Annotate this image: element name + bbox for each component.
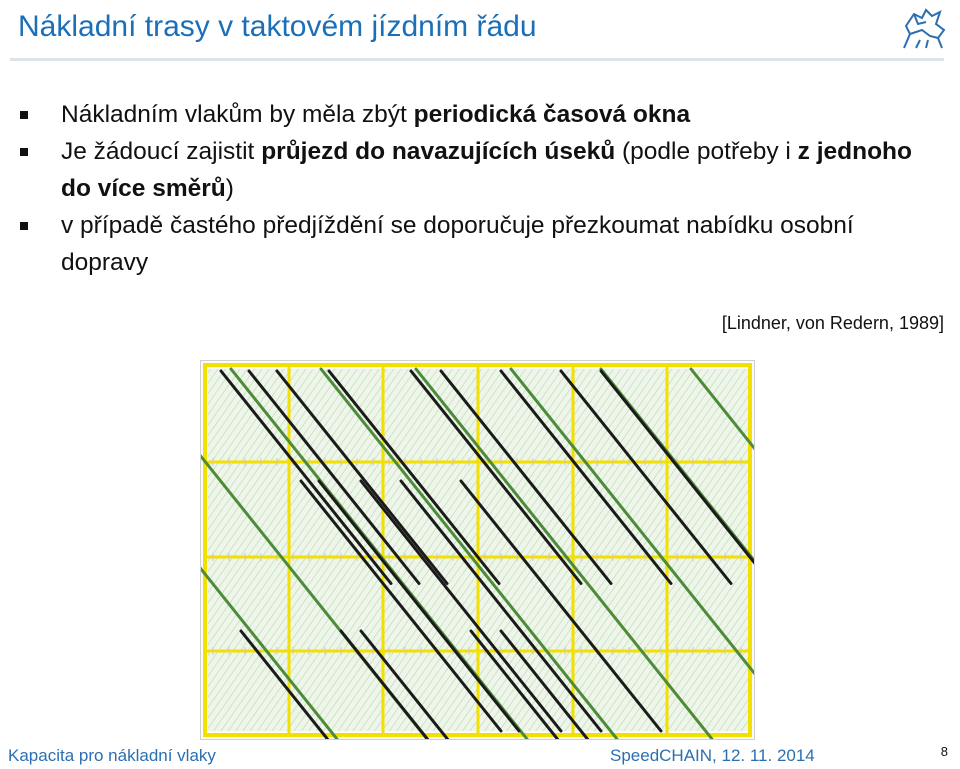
bullet-text: v případě častého předjíždění se doporučuje přezkoumat nabídku osobní dopravy [61,212,854,276]
bullet-emphasis: z jednoho do více směrů [61,138,912,202]
bullet-text: ) [225,175,234,202]
bullet-emphasis: průjezd do navazujících úseků [261,138,616,165]
bullet-text: (podle potřeby i [615,138,798,165]
footer-course: Kapacita pro nákladní vlaky [8,746,216,765]
bullet-item [20,207,920,281]
bullet-text: Nákladním vlakům by měla zbýt [61,101,414,128]
bullet-text: Je žádoucí zajistit [61,138,262,165]
lion-logo-icon [896,4,952,54]
title-divider [10,58,944,61]
slide-title: Nákladní trasy v taktovém jízdním řádu [18,10,537,43]
citation: [Lindner, von Redern, 1989] [721,313,944,333]
bullet-emphasis: periodická časová okna [413,101,691,128]
footer-event: SpeedCHAIN, 12. 11. 2014 [610,746,815,765]
bullet-list [20,96,920,281]
bullet-item [20,96,920,133]
page-number: 8 [940,744,948,759]
timetable-diagram [200,360,755,740]
bullet-item [20,133,920,207]
